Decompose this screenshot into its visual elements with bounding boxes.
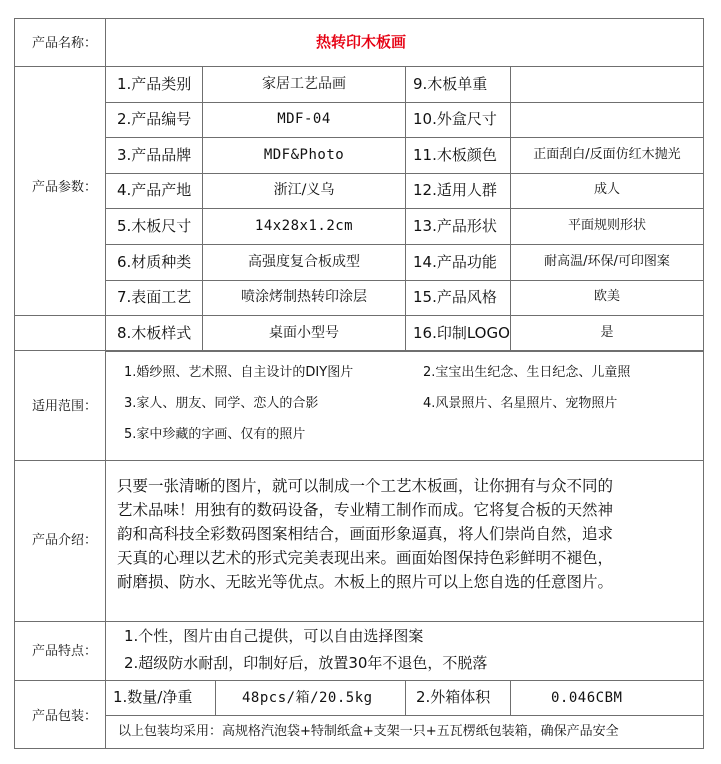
features-label: 产品特点： [32, 644, 98, 659]
param-value: MDF&Photo [263, 147, 345, 163]
pack-qty-label: 1.数量/净重 [113, 688, 193, 706]
param-key: 8.木板样式 [117, 324, 192, 342]
param-key: 16.印制LOGO [413, 324, 510, 342]
param-value: 欧美 [593, 289, 620, 304]
param-key: 6.材质种类 [117, 253, 192, 271]
param-value: 成人 [593, 182, 620, 197]
param-key: 14.产品功能 [413, 253, 497, 271]
param-value: 喷涂烤制热转印涂层 [241, 289, 367, 305]
pack-note: 以上包装均采用：高规格汽泡袋+特制纸盒+支架一只+五瓦楞纸包装箱，确保产品安全 [118, 724, 619, 739]
param-value: 家居工艺品画 [262, 76, 346, 92]
param-value: 正面刮白/反面仿红木抛光 [533, 147, 681, 162]
intro-line: 只要一张清晰的图片，就可以制成一个工艺木板画，让你拥有与众不同的 [117, 477, 614, 495]
param-value: MDF-04 [277, 111, 331, 127]
intro-line: 耐磨损、防水、无眩光等优点。木板上的照片可以上您自选的任意图片。 [117, 573, 614, 591]
param-key: 7.表面工艺 [117, 288, 192, 306]
param-key: 11.木板颜色 [413, 146, 497, 164]
pack-qty-value: 48pcs/箱/20.5kg [242, 690, 373, 706]
scope-item: 4.风景照片、名星照片、宠物照片 [423, 396, 618, 411]
param-key: 3.产品品牌 [117, 146, 192, 164]
param-key: 1.产品类别 [117, 75, 192, 93]
scope-item: 3.家人、朋友、同学、恋人的合影 [124, 396, 319, 411]
param-value: 14x28x1.2cm [254, 218, 354, 234]
intro-paragraph [117, 474, 695, 594]
pack-vol-value: 0.046CBM [551, 690, 623, 706]
feature-item: 1.个性，图片由自己提供，可以自由选择图案 [124, 627, 424, 645]
param-key: 2.产品编号 [117, 110, 192, 128]
intro-label: 产品介绍： [32, 533, 98, 548]
param-value: 浙江/义乌 [273, 182, 335, 198]
scope-label: 适用范围： [32, 399, 98, 414]
param-value: 是 [600, 325, 614, 340]
param-key: 12.适用人群 [413, 181, 497, 199]
param-key: 10.外盒尺寸 [413, 110, 497, 128]
param-key: 9.木板单重 [413, 75, 488, 93]
scope-item: 1.婚纱照、艺术照、自主设计的DIY图片 [124, 365, 354, 380]
param-value: 平面规则形状 [567, 218, 646, 233]
scope-item: 5.家中珍藏的字画、仅有的照片 [124, 427, 306, 442]
params-label: 产品参数： [32, 180, 98, 195]
scope-item: 2.宝宝出生纪念、生日纪念、儿童照 [423, 365, 631, 380]
param-cell [510, 66, 704, 103]
name-label: 产品名称： [32, 36, 98, 51]
param-key: 4.产品产地 [117, 181, 192, 199]
product-name: 热转印木板画 [316, 33, 407, 51]
intro-line: 艺术品味！用独有的数码设备，专业精工制作而成。它将复合板的天然神 [117, 501, 614, 519]
param-value: 桌面小型号 [269, 325, 339, 341]
pack-vol-label: 2.外箱体积 [416, 688, 491, 706]
intro-line: 韵和高科技全彩数码图案相结合，画面形象逼真，将人们崇尚自然，追求 [117, 525, 614, 543]
packaging-label: 产品包装： [32, 709, 98, 724]
feature-item: 2.超级防水耐刮，印制好后，放置30年不退色，不脱落 [124, 654, 488, 672]
param-key: 5.木板尺寸 [117, 217, 192, 235]
param-key: 15.产品风格 [413, 288, 497, 306]
param-value: 高强度复合板成型 [248, 254, 360, 270]
param-cell [510, 102, 704, 138]
param-value: 耐高温/环保/可印图案 [544, 254, 670, 269]
param-key: 13.产品形状 [413, 217, 497, 235]
intro-line: 天真的心理以艺术的形式完美表现出来。画面始图保持色彩鲜明不褪色， [117, 549, 614, 567]
